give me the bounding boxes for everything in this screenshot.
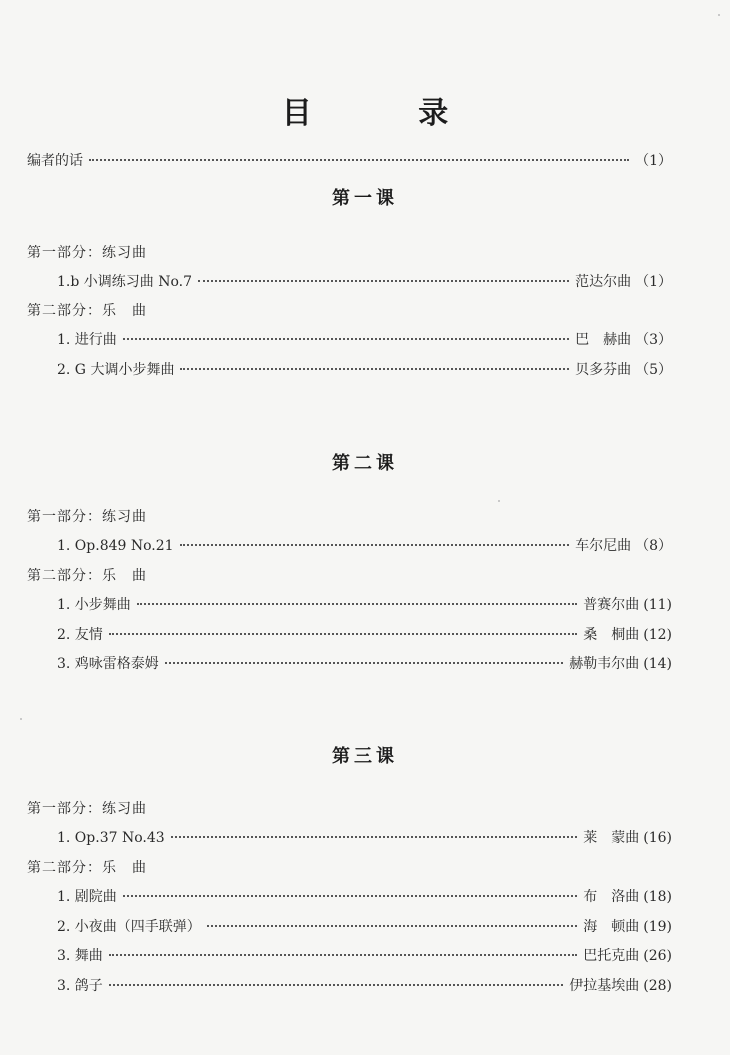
entry-composer: 布 洛曲 [583, 889, 640, 905]
entry-label: 编者的话 [27, 153, 83, 169]
entry-page: （3） [635, 332, 672, 348]
lesson-heading-1: 第一课 [332, 188, 398, 209]
entry-page: (26) [643, 948, 672, 964]
entry-composer: 海 顿曲 [583, 919, 640, 935]
toc-entry[interactable] [57, 975, 672, 995]
dot-leader [180, 368, 569, 370]
toc-entry[interactable] [57, 359, 672, 379]
entry-label: 1. 进行曲 [57, 332, 117, 348]
entry-page: (12) [643, 627, 672, 643]
entry-page: （5） [635, 362, 672, 378]
entry-composer: 车尔尼曲 [575, 538, 632, 554]
entry-page: （1） [635, 274, 672, 290]
entry-label: 1. Op.849 No.21 [57, 538, 174, 554]
entry-composer: 范达尔曲 [575, 274, 632, 290]
toc-entry[interactable] [57, 329, 672, 349]
entry-page: (11) [643, 597, 672, 613]
entry-label: 1. 小步舞曲 [57, 597, 131, 613]
dot-leader [89, 159, 629, 161]
entry-composer: 桑 桐曲 [583, 627, 640, 643]
entry-label: 2. G 大调小步舞曲 [57, 362, 175, 378]
dot-leader [123, 338, 569, 340]
scan-speck [718, 14, 720, 16]
toc-entry[interactable] [57, 886, 672, 906]
entry-label: 2. 小夜曲（四手联弹） [57, 919, 201, 935]
dot-leader [198, 280, 569, 282]
toc-entry-preface[interactable] [27, 150, 672, 170]
entry-label: 2. 友情 [57, 627, 103, 643]
dot-leader [137, 603, 577, 605]
entry-page: (28) [643, 978, 672, 994]
page-title: 目 录 [281, 96, 497, 131]
dot-leader [180, 544, 570, 546]
entry-page: (16) [643, 830, 672, 846]
toc-entry[interactable] [57, 624, 672, 644]
entry-label: 1. 剧院曲 [57, 889, 117, 905]
part-heading: 第二部分：乐 曲 [27, 860, 147, 876]
entry-label: 1. Op.37 No.43 [57, 830, 165, 846]
entry-composer: 赫勒韦尔曲 [569, 656, 640, 672]
dot-leader [207, 925, 577, 927]
entry-page: （8） [635, 538, 672, 554]
entry-composer: 普赛尔曲 [583, 597, 640, 613]
entry-composer: 莱 蒙曲 [583, 830, 640, 846]
toc-entry[interactable] [57, 535, 672, 555]
entry-page: (18) [643, 889, 672, 905]
toc-entry[interactable] [57, 653, 672, 673]
entry-label: 3. 鸽子 [57, 978, 103, 994]
toc-entry[interactable] [57, 594, 672, 614]
dot-leader [123, 895, 577, 897]
lesson-heading-3: 第三课 [332, 746, 398, 767]
entry-composer: 伊拉基埃曲 [569, 978, 640, 994]
lesson-heading-2: 第二课 [332, 453, 398, 474]
entry-label: 3. 鸡咏雷格泰姆 [57, 656, 159, 672]
entry-composer: 巴 赫曲 [575, 332, 632, 348]
dot-leader [109, 984, 563, 986]
entry-page: （1） [635, 153, 672, 169]
scan-speck [498, 500, 500, 502]
entry-page: (19) [643, 919, 672, 935]
toc-entry[interactable] [57, 916, 672, 936]
toc-entry[interactable] [57, 827, 672, 847]
dot-leader [109, 954, 577, 956]
part-heading: 第二部分：乐 曲 [27, 568, 147, 584]
entry-composer: 巴托克曲 [583, 948, 640, 964]
part-heading: 第一部分：练习曲 [27, 245, 147, 261]
entry-page: (14) [643, 656, 672, 672]
dot-leader [171, 836, 578, 838]
toc-entry[interactable] [57, 945, 672, 965]
part-heading: 第二部分：乐 曲 [27, 303, 147, 319]
entry-label: 3. 舞曲 [57, 948, 103, 964]
toc-entry[interactable] [57, 271, 672, 291]
entry-composer: 贝多芬曲 [575, 362, 632, 378]
entry-label: 1.b 小调练习曲 No.7 [57, 274, 193, 290]
dot-leader [165, 662, 563, 664]
scan-speck [20, 718, 22, 720]
part-heading: 第一部分：练习曲 [27, 801, 147, 817]
dot-leader [109, 633, 577, 635]
part-heading: 第一部分：练习曲 [27, 509, 147, 525]
